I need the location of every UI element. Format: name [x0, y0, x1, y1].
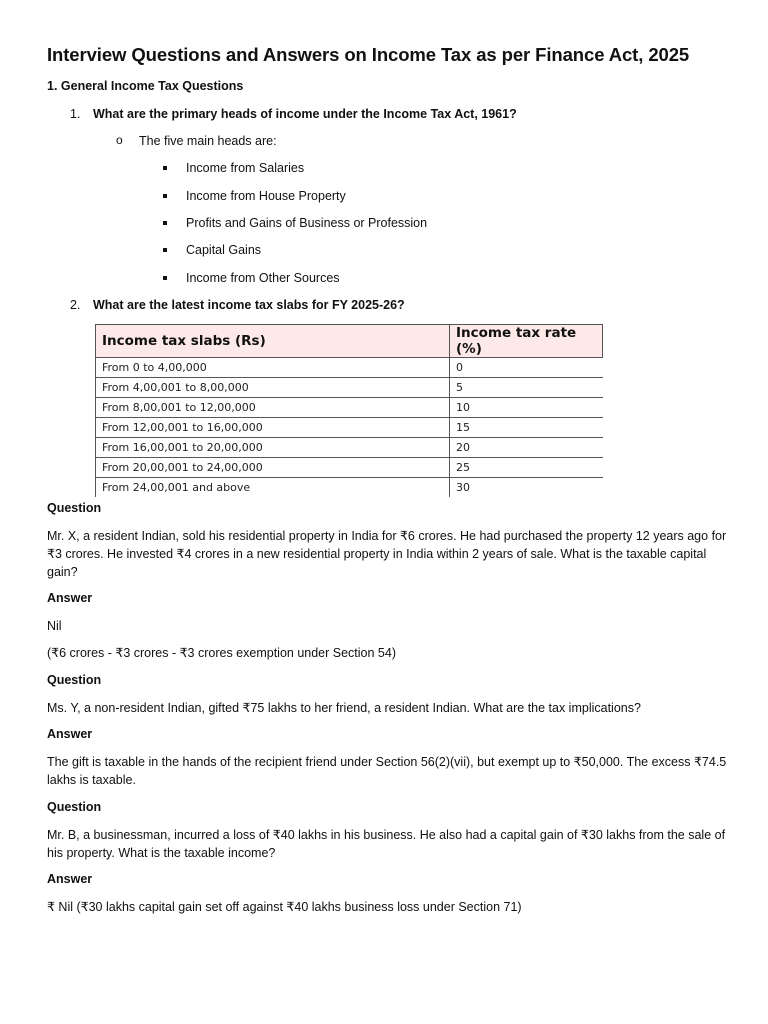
- answer-paragraph: ₹ Nil (₹30 lakhs capital gain set off against ₹40 lakhs business loss under Section 71): [47, 900, 522, 914]
- list-item: Income from Salaries: [186, 161, 305, 175]
- square-bullet: [163, 248, 167, 252]
- question-paragraph: Mr. B, a businessman, incurred a loss of ₹40 lakhs in his business. He also had a capital gain of ₹30 lakhs from the sale of his property. What is the taxable income?: [47, 828, 726, 860]
- table-row: [96, 438, 603, 458]
- square-bullet: [163, 194, 167, 198]
- question-number: 2.: [70, 298, 81, 312]
- question-label: Question: [47, 673, 102, 687]
- list-item: Income from Other Sources: [186, 271, 340, 285]
- rate-cell: 15: [450, 418, 603, 438]
- list-item: Income from House Property: [186, 189, 346, 203]
- slab-cell: From 0 to 4,00,000: [96, 358, 450, 378]
- question-label: Question: [47, 800, 102, 814]
- question-number: 1.: [70, 107, 81, 121]
- table-row: [96, 458, 603, 478]
- answer-note: (₹6 crores - ₹3 crores - ₹3 crores exemption under Section 54): [47, 646, 396, 660]
- table-row: [96, 418, 603, 438]
- table-row: [96, 378, 603, 398]
- table-header-slab: Income tax slabs (Rs): [96, 325, 450, 358]
- table-row: [96, 398, 603, 418]
- slab-cell: From 8,00,001 to 12,00,000: [96, 398, 450, 418]
- table-header-row: [96, 325, 603, 358]
- list-item: Profits and Gains of Business or Profession: [186, 216, 428, 230]
- slab-cell: From 4,00,001 to 8,00,000: [96, 378, 450, 398]
- answer-label: Answer: [47, 872, 93, 886]
- question-label: Question: [47, 501, 102, 515]
- tax-slab-table: [95, 324, 603, 497]
- square-bullet: [163, 166, 167, 170]
- rate-cell: 25: [450, 458, 603, 478]
- sub-bullet-text: The five main heads are:: [139, 134, 277, 148]
- section-heading: 1. General Income Tax Questions: [47, 79, 244, 93]
- slab-cell: From 24,00,001 and above: [96, 478, 450, 498]
- square-bullet: [163, 221, 167, 225]
- slab-cell: From 12,00,001 to 16,00,000: [96, 418, 450, 438]
- table-row: [96, 478, 603, 498]
- rate-cell: 0: [450, 358, 603, 378]
- answer-label: Answer: [47, 591, 93, 605]
- slab-cell: From 16,00,001 to 20,00,000: [96, 438, 450, 458]
- slab-cell: From 20,00,001 to 24,00,000: [96, 458, 450, 478]
- rate-cell: 30: [450, 478, 603, 498]
- answer-paragraph: The gift is taxable in the hands of the recipient friend under Section 56(2)(vii), but exempt up to ₹50,000. The excess ₹74.5 lakhs is taxable.: [47, 755, 727, 787]
- question-paragraph: Mr. X, a resident Indian, sold his residential property in India for ₹6 crores. He had purchased the property 12 years ago for ₹3 crores. He invested ₹4 crores in a new residential property in India within 2 years of sale. What is the taxable capital gain?: [47, 529, 727, 579]
- rate-cell: 20: [450, 438, 603, 458]
- question-text: What are the latest income tax slabs for FY 2025-26?: [93, 298, 405, 312]
- rate-cell: 5: [450, 378, 603, 398]
- sub-bullet: o: [116, 133, 123, 147]
- question-paragraph: Ms. Y, a non-resident Indian, gifted ₹75 lakhs to her friend, a resident Indian. What are the tax implications?: [47, 701, 641, 715]
- rate-cell: 10: [450, 398, 603, 418]
- question-text: What are the primary heads of income under the Income Tax Act, 1961?: [93, 107, 517, 121]
- list-item: Capital Gains: [186, 243, 262, 257]
- answer-paragraph: Nil: [47, 619, 62, 633]
- answer-label: Answer: [47, 727, 93, 741]
- square-bullet: [163, 276, 167, 280]
- document-title: Interview Questions and Answers on Income Tax as per Finance Act, 2025: [47, 44, 690, 65]
- table-row: [96, 358, 603, 378]
- table-header-rate: Income tax rate (%): [450, 325, 603, 358]
